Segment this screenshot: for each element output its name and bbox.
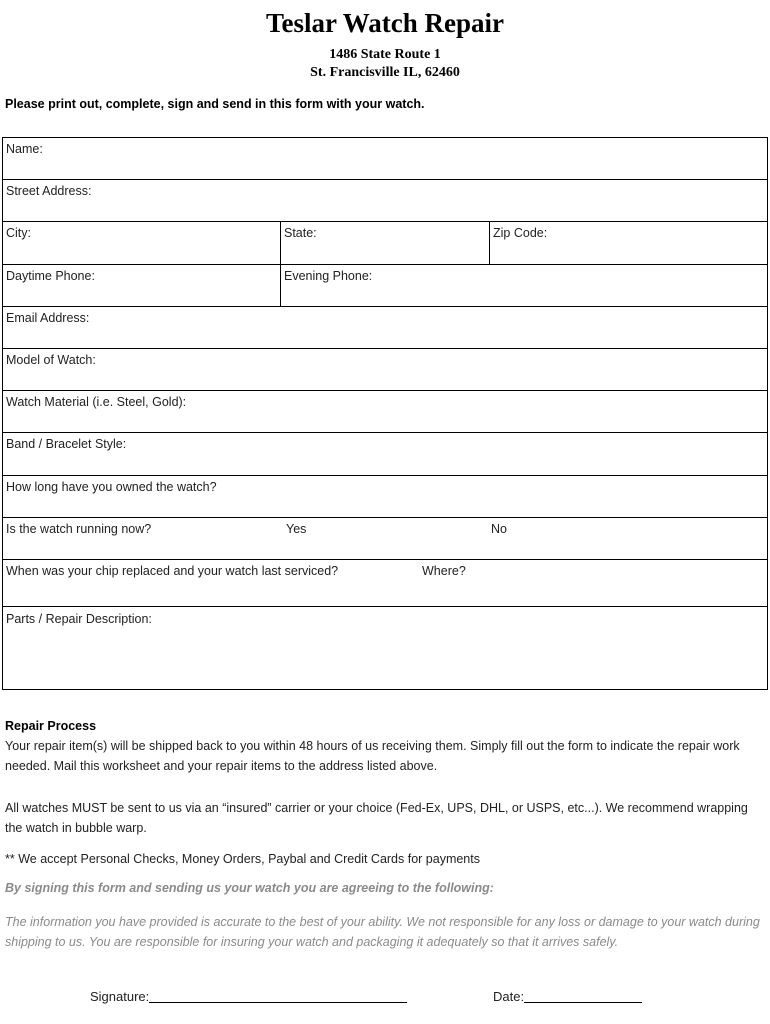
owned-label: How long have you owned the watch? (6, 480, 217, 494)
band-field[interactable] (3, 433, 767, 475)
row-parts (3, 607, 767, 691)
material-field[interactable] (3, 391, 767, 432)
evening-phone-label: Evening Phone: (284, 269, 373, 283)
repair-process-title: Repair Process (5, 719, 97, 733)
parts-field[interactable] (3, 607, 767, 691)
model-label: Model of Watch: (6, 353, 96, 367)
row-running (3, 518, 767, 560)
repair-process-paragraph-1: Your repair item(s) will be shipped back to you within 48 hours of us receiving them. Simply fill out the form to indicate the repair work needed. Mail this worksheet and your repair items to the address listed above. (5, 739, 740, 773)
instructions: Please print out, complete, sign and send in this form with your watch. (5, 97, 425, 111)
row-email (3, 307, 767, 349)
page-title: Teslar Watch Repair (265, 8, 505, 38)
payments-note: ** We accept Personal Checks, Money Orders, Paybal and Credit Cards for payments (5, 852, 480, 866)
signature-label: Signature: (90, 989, 150, 1004)
daytime-phone-label: Daytime Phone: (6, 269, 95, 283)
date-line[interactable] (524, 988, 642, 1003)
row-owned (3, 476, 767, 518)
row-material (3, 391, 767, 433)
repair-process-paragraph-2: All watches MUST be sent to us via an “insured” carrier or your choice (Fed-Ex, UPS, DHL, or USPS, etc...). We recommend wrapping the watch in bubble warp. (5, 801, 748, 835)
zip-label: Zip Code: (493, 226, 548, 240)
where-label: Where? (422, 564, 466, 578)
signature-area (90, 988, 407, 1004)
zip-field[interactable] (489, 222, 767, 264)
owned-field[interactable] (3, 476, 767, 517)
street-field[interactable] (3, 180, 767, 221)
repair-process-section (5, 716, 765, 838)
row-model (3, 349, 767, 391)
band-label: Band / Bracelet Style: (6, 437, 127, 451)
yes-option[interactable]: Yes (286, 522, 307, 536)
no-option[interactable]: No (491, 522, 507, 536)
model-field[interactable] (3, 349, 767, 390)
state-field[interactable] (280, 222, 489, 264)
daytime-phone-field[interactable] (3, 265, 280, 306)
row-city-state-zip (3, 222, 767, 265)
row-serviced (3, 560, 767, 607)
email-field[interactable] (3, 307, 767, 348)
address-line-2: St. Francisville IL, 62460 (310, 65, 460, 80)
row-phones (3, 265, 767, 307)
row-name (3, 138, 767, 180)
signature-line[interactable] (149, 988, 407, 1003)
row-street (3, 180, 767, 222)
email-label: Email Address: (6, 311, 90, 325)
parts-label: Parts / Repair Description: (6, 612, 152, 626)
terms-heading: By signing this form and sending us your watch you are agreeing to the following: (5, 881, 494, 895)
repair-form (2, 137, 768, 690)
evening-phone-field[interactable] (280, 265, 767, 306)
street-label: Street Address: (6, 184, 92, 198)
row-band (3, 433, 767, 476)
city-label: City: (6, 226, 31, 240)
terms-body: The information you have provided is accurate to the best of your ability. We not responsible for any loss or damage to your watch during shipping to us. You are responsible for insuring your watch and packaging it adequately so that it arrives safely. (5, 915, 760, 949)
name-field[interactable] (3, 138, 767, 179)
running-label: Is the watch running now? (6, 522, 152, 536)
material-label: Watch Material (i.e. Steel, Gold): (6, 395, 187, 409)
city-field[interactable] (3, 222, 280, 264)
state-label: State: (284, 226, 317, 240)
address-line-1: 1486 State Route 1 (329, 47, 441, 62)
date-area (493, 988, 642, 1004)
serviced-field[interactable] (3, 560, 767, 606)
name-label: Name: (6, 142, 43, 156)
date-label: Date: (493, 989, 525, 1004)
serviced-label: When was your chip replaced and your watch last serviced? (6, 564, 339, 578)
